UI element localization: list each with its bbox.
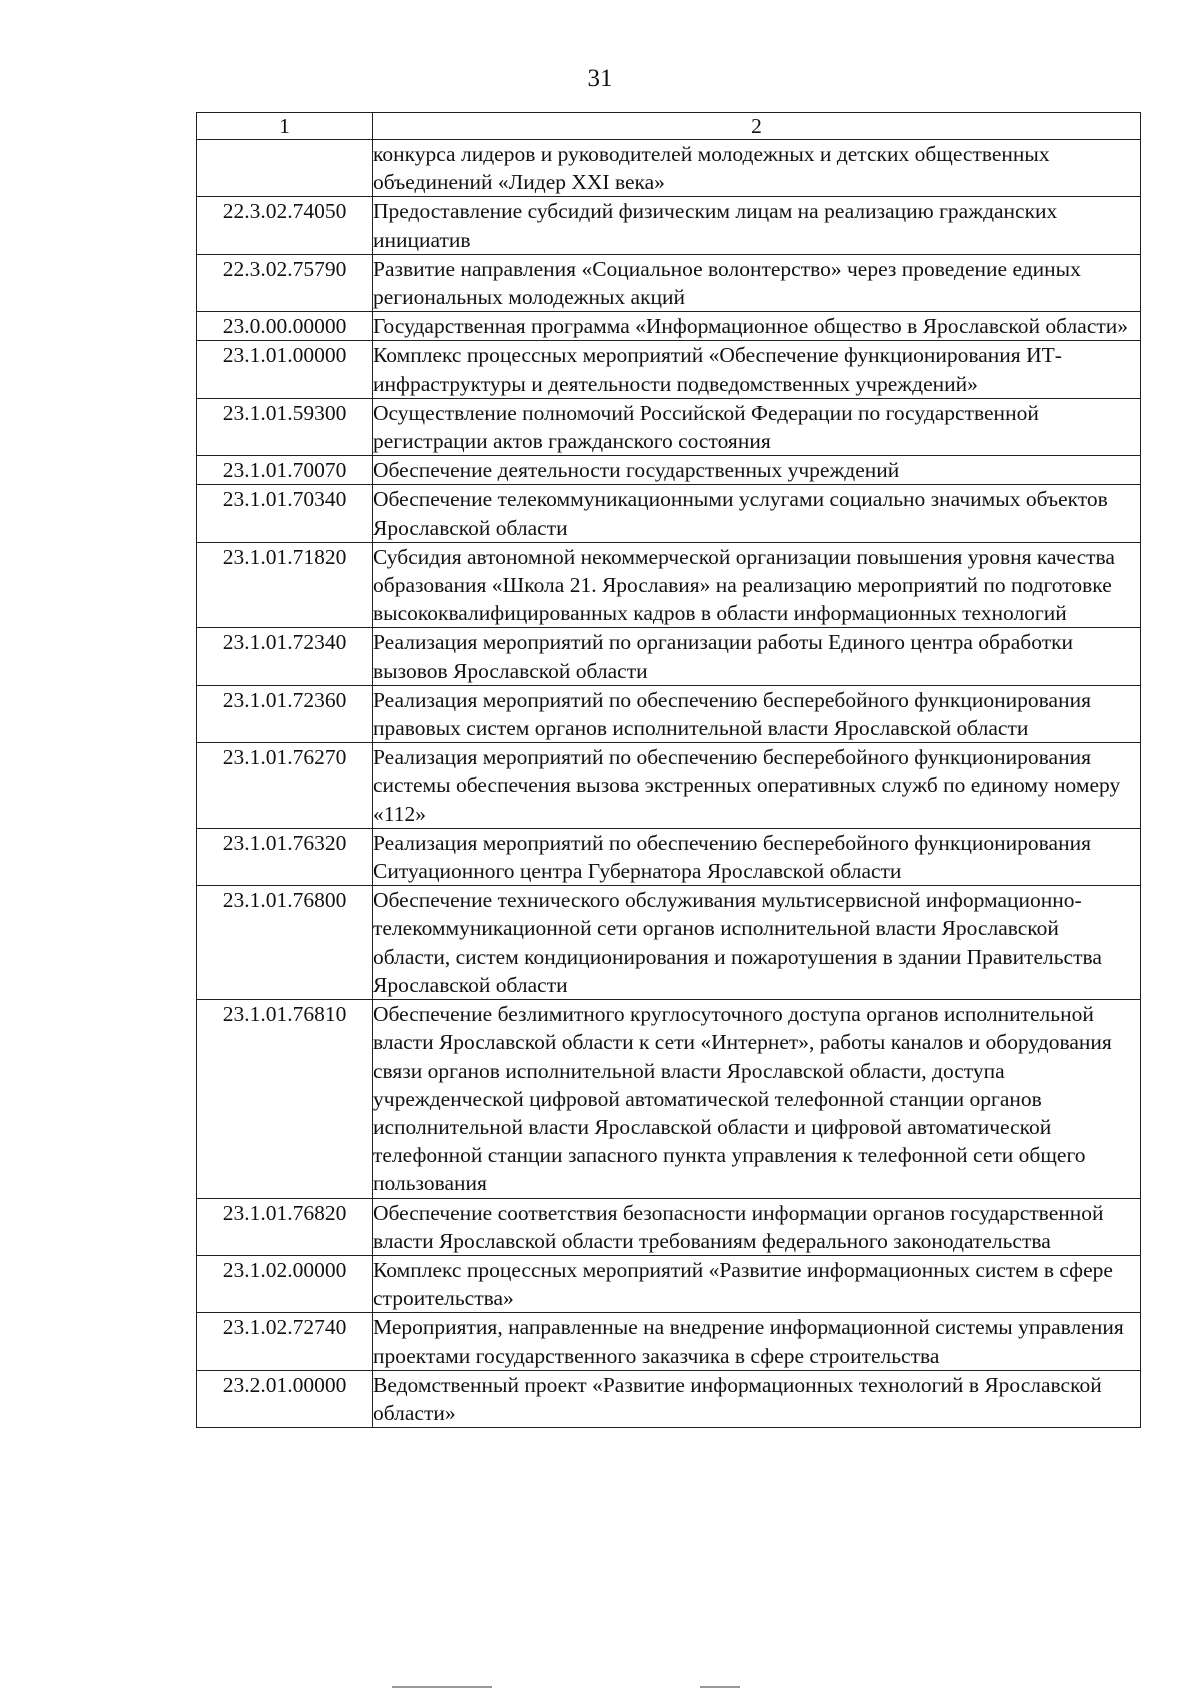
table-row bbox=[197, 1313, 1141, 1370]
table-row bbox=[197, 828, 1141, 885]
row-code: 23.1.01.72340 bbox=[197, 628, 373, 685]
row-code: 22.3.02.75790 bbox=[197, 254, 373, 311]
column-header-code: 1 bbox=[197, 113, 373, 140]
row-name: Комплекс процессных мероприятий «Развитие информационных систем в сфере строительства» bbox=[373, 1255, 1141, 1312]
table-row bbox=[197, 628, 1141, 685]
table-row bbox=[197, 1000, 1141, 1198]
row-code: 23.1.01.76820 bbox=[197, 1198, 373, 1255]
row-code: 23.1.01.76270 bbox=[197, 743, 373, 829]
row-name: Реализация мероприятий по обеспечению бесперебойного функционирования Ситуационного центра Губернатора Ярославской области bbox=[373, 828, 1141, 885]
table-row bbox=[197, 398, 1141, 455]
row-name: Ведомственный проект «Развитие информационных технологий в Ярославской области» bbox=[373, 1370, 1141, 1427]
row-name: Обеспечение соответствия безопасности информации органов государственной власти Ярославской области требованиям федерального законодательства bbox=[373, 1198, 1141, 1255]
row-code: 23.2.01.00000 bbox=[197, 1370, 373, 1427]
table-row bbox=[197, 542, 1141, 628]
row-name: Обеспечение технического обслуживания мультисервисной информационно-телекоммуникационной сети органов исполнительной власти Ярославской области, систем кондиционирования и пожаротушения в здании Правительства Ярославской области bbox=[373, 886, 1141, 1000]
table-row bbox=[197, 743, 1141, 829]
row-name: Реализация мероприятий по обеспечению бесперебойного функционирования системы обеспечения вызова экстренных оперативных служб по единому номеру «112» bbox=[373, 743, 1141, 829]
table-row bbox=[197, 456, 1141, 485]
column-header-name: 2 bbox=[373, 113, 1141, 140]
row-code: 23.1.01.76800 bbox=[197, 886, 373, 1000]
row-code: 22.3.02.74050 bbox=[197, 197, 373, 254]
budget-classification-table bbox=[196, 112, 1141, 1428]
row-name: Субсидия автономной некоммерческой организации повышения уровня качества образования «Школа 21. Ярославия» на реализацию мероприятий по подготовке высококвалифицированных кадров в области информационных технологий bbox=[373, 542, 1141, 628]
table-row bbox=[197, 485, 1141, 542]
table-row bbox=[197, 685, 1141, 742]
row-name: Реализация мероприятий по обеспечению бесперебойного функционирования правовых систем органов исполнительной власти Ярославской области bbox=[373, 685, 1141, 742]
row-name: Государственная программа «Информационное общество в Ярославской области» bbox=[373, 312, 1141, 341]
row-name: Осуществление полномочий Российской Федерации по государственной регистрации актов гражданского состояния bbox=[373, 398, 1141, 455]
table-row bbox=[197, 197, 1141, 254]
row-name: Предоставление субсидий физическим лицам на реализацию гражданских инициатив bbox=[373, 197, 1141, 254]
row-code: 23.1.01.71820 bbox=[197, 542, 373, 628]
table-row bbox=[197, 1198, 1141, 1255]
row-code: 23.1.01.59300 bbox=[197, 398, 373, 455]
scan-footer-mark bbox=[700, 1686, 740, 1688]
row-code bbox=[197, 140, 373, 197]
row-name: Комплекс процессных мероприятий «Обеспечение функционирования ИТ-инфраструктуры и деятельности подведомственных учреждений» bbox=[373, 341, 1141, 398]
scan-footer-mark bbox=[392, 1686, 492, 1688]
row-name: Развитие направления «Социальное волонтерство» через проведение единых региональных молодежных акций bbox=[373, 254, 1141, 311]
table-row bbox=[197, 886, 1141, 1000]
row-name: Мероприятия, направленные на внедрение информационной системы управления проектами государственного заказчика в сфере строительства bbox=[373, 1313, 1141, 1370]
row-name: Реализация мероприятий по организации работы Единого центра обработки вызовов Ярославской области bbox=[373, 628, 1141, 685]
table-row bbox=[197, 341, 1141, 398]
row-code: 23.0.00.00000 bbox=[197, 312, 373, 341]
table-row bbox=[197, 140, 1141, 197]
row-name: Обеспечение безлимитного круглосуточного доступа органов исполнительной власти Ярославской области к сети «Интернет», работы каналов и оборудования связи органов исполнительной власти Ярославской области, доступа учрежденческой цифровой автоматической телефонной станции органов исполнительной власти Ярославской области и цифровой автоматической телефонной станции запасного пункта управления к телефонной сети общего пользования bbox=[373, 1000, 1141, 1198]
row-code: 23.1.01.70070 bbox=[197, 456, 373, 485]
row-code: 23.1.02.00000 bbox=[197, 1255, 373, 1312]
table-row bbox=[197, 254, 1141, 311]
page-number: 31 bbox=[587, 65, 613, 92]
table-body bbox=[197, 140, 1141, 1428]
row-name: Обеспечение деятельности государственных учреждений bbox=[373, 456, 1141, 485]
row-code: 23.1.01.00000 bbox=[197, 341, 373, 398]
row-code: 23.1.01.76810 bbox=[197, 1000, 373, 1198]
table-row bbox=[197, 1255, 1141, 1312]
table-header-row bbox=[197, 113, 1141, 140]
row-code: 23.1.02.72740 bbox=[197, 1313, 373, 1370]
table-row bbox=[197, 1370, 1141, 1427]
row-name: конкурса лидеров и руководителей молодежных и детских общественных объединений «Лидер XXI века» bbox=[373, 140, 1141, 197]
row-code: 23.1.01.72360 bbox=[197, 685, 373, 742]
row-name: Обеспечение телекоммуникационными услугами социально значимых объектов Ярославской области bbox=[373, 485, 1141, 542]
row-code: 23.1.01.70340 bbox=[197, 485, 373, 542]
table-row bbox=[197, 312, 1141, 341]
row-code: 23.1.01.76320 bbox=[197, 828, 373, 885]
